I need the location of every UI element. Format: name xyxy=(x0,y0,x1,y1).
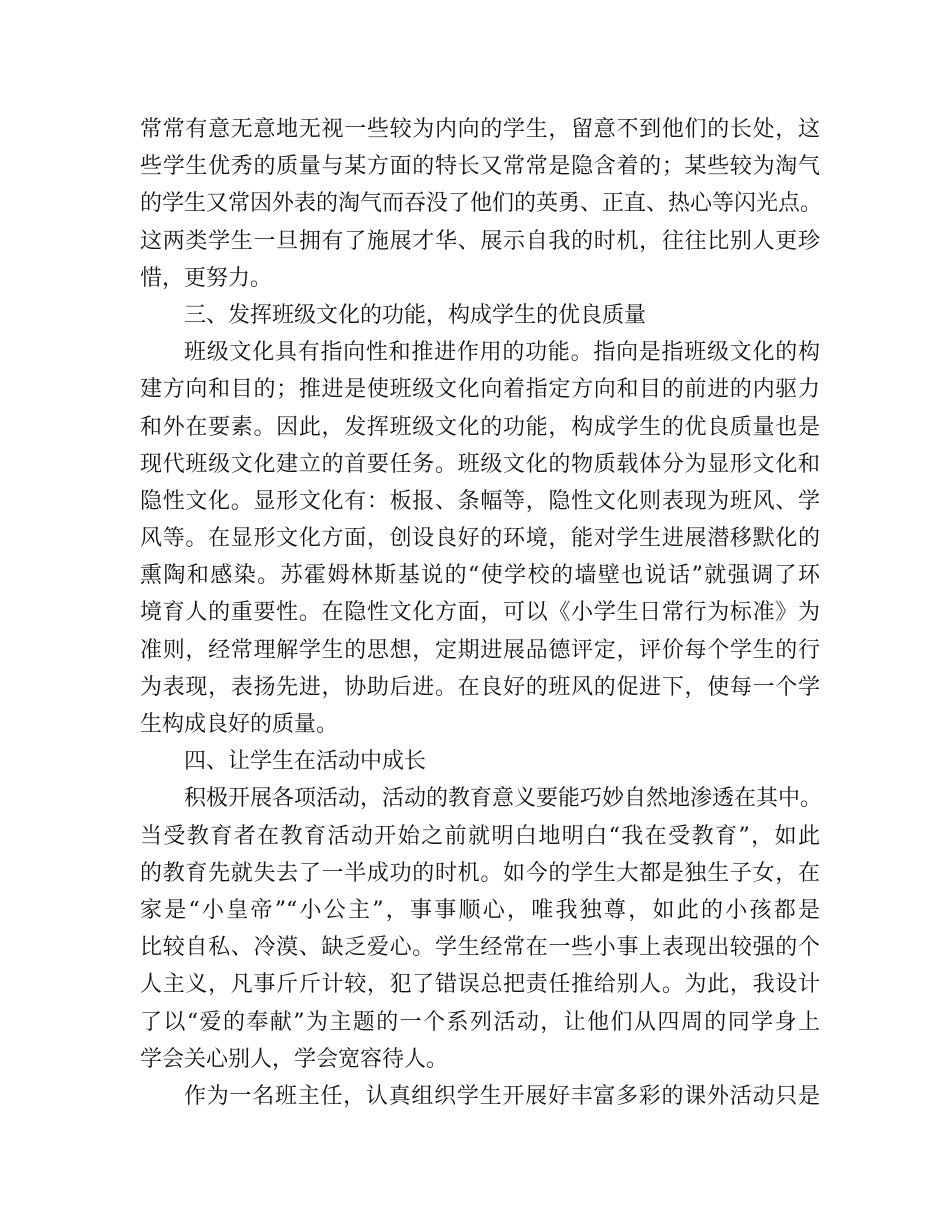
text-line: 三、发挥班级文化的功能，构成学生的优良质量 xyxy=(184,302,647,328)
text-line: 班级文化具有指向性和推进作用的功能。指向是指班级文化的构 xyxy=(184,340,820,366)
text-line: 作为一名班主任，认真组织学生开展好丰富多彩的课外活动只是 xyxy=(184,1083,820,1109)
text-line: 了以“爱的奉献”为主题的一个系列活动，让他们从四周的同学身上 xyxy=(140,1009,820,1035)
text-line: 境育人的重要性。在隐性文化方面，可以《小学生日常行为标准》为 xyxy=(140,600,820,626)
text-line: 当受教育者在教育活动开始之前就明白地明白“我在受教育”，如此 xyxy=(140,823,820,849)
text-line: 和外在要素。因此，发挥班级文化的功能，构成学生的优良质量也是 xyxy=(140,414,820,440)
text-line: 的教育先就失去了一半成功的时机。如今的学生大都是独生子女，在 xyxy=(140,860,820,886)
text-line: 些学生优秀的质量与某方面的特长又常常是隐含着的；某些较为淘气 xyxy=(140,154,820,180)
text-line: 现代班级文化建立的首要任务。班级文化的物质载体分为显形文化和 xyxy=(140,451,820,477)
text-line: 积极开展各项活动，活动的教育意义要能巧妙自然地渗透在其中。 xyxy=(184,786,823,812)
text-line: 准则，经常理解学生的思想，定期进展品德评定，评价每个学生的行 xyxy=(140,637,820,663)
text-line: 这两类学生一旦拥有了施展才华、展示自我的时机，往往比别人更珍 xyxy=(140,228,820,254)
text-line: 隐性文化。显形文化有：板报、条幅等，隐性文化则表现为班风、学 xyxy=(140,488,820,514)
text-line: 建方向和目的；推进是使班级文化向着指定方向和目的前进的内驱力 xyxy=(140,377,820,403)
text-line: 学会关心别人，学会宽容待人。 xyxy=(140,1046,449,1072)
text-line: 生构成良好的质量。 xyxy=(140,712,339,737)
body-text xyxy=(140,111,823,1115)
text-line: 风等。在显形文化方面，创设良好的环境，能对学生进展潜移默化的 xyxy=(140,526,820,552)
text-line: 的学生又常因外表的淘气而吞没了他们的英勇、正直、热心等闪光点。 xyxy=(140,191,823,217)
text-line: 四、让学生在活动中成长 xyxy=(184,749,427,775)
text-line: 人主义，凡事斤斤计较，犯了错误总把责任推给别人。为此，我设计 xyxy=(140,972,820,998)
text-line: 比较自私、冷漠、缺乏爱心。学生经常在一些小事上表现出较强的个 xyxy=(140,935,820,961)
text-line: 惜，更努力。 xyxy=(140,265,273,291)
text-line: 为表现，表扬先进，协助后进。在良好的班风的促进下，使每一个学 xyxy=(140,674,820,700)
text-line: 家是“小皇帝”“小公主”，事事顺心，唯我独尊，如此的小孩都是 xyxy=(140,897,820,923)
text-line: 熏陶和感染。苏霍姆林斯基说的“使学校的墙壁也说话”就强调了环 xyxy=(140,563,820,589)
text-line: 常常有意无意地无视一些较为内向的学生，留意不到他们的长处，这 xyxy=(140,117,820,142)
